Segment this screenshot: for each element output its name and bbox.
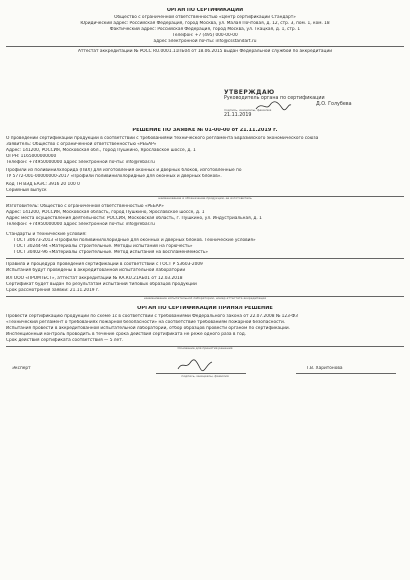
legal-address: Юридический адрес: Российская Федерация, город Москва, ул. Малая Почтовая, д. 12, стр. 3, пом. 1, ком. 18: [80, 21, 330, 26]
standard-item-3: ГОСТ 30402-96 «Материалы строительные. Метод испытания на воспламеняемость»: [14, 250, 209, 255]
decision2-p5: Срок действия сертификата соответствия — 5 лет.: [6, 338, 124, 343]
manufacturer-label: Изготовитель: Общество с ограниченной ответственностью «РЕБАР»: [6, 204, 164, 209]
cert-body-title: ОРГАН ПО СЕРТИФИКАЦИИ: [166, 8, 244, 13]
decision2-p2: «Технический регламент о требованиях пожарной безопасности» на соответствие требованиям пожарной безопасности.: [6, 320, 286, 325]
product-line-2: ТУ 5772-001-00000000-2017 «Профили поливинилхлоридные для оконных и дверных блоков».: [6, 174, 222, 179]
actual-address: Фактический адрес: Российская Федерация, город Москва, ул. Ткацкая, д. 1, стр. 1: [109, 27, 301, 32]
decision2-title: ОРГАН ПО СЕРТИФИКАЦИИ ПРИНЯЛ РЕШЕНИЕ: [137, 306, 273, 311]
approval-block: [224, 90, 374, 119]
decision2-p1: Провести сертификацию продукции по схеме 1с в соответствии с требованиями Федерального закона от 22.07.2008 № 123-ФЗ: [6, 314, 298, 319]
lab-line-2: Сертификат будет выдан по результатам испытаний типовых образцов продукции: [6, 282, 197, 287]
approval-role: Руководитель органа по сертификации: [224, 96, 325, 101]
expert-signature-icon: [176, 358, 214, 372]
org-name: Общество с ограниченной ответственностью «Центр сертификации Стандарт»: [114, 15, 296, 20]
org-phone: Телефон: +7 (495) 000-00-00: [172, 33, 238, 38]
product-line-1: Профили из поливинилхлорида (ПВХ) для изготовления оконных и дверных блоков, изготовленные по: [6, 168, 242, 173]
certification-rules: Правила и процедура проведения сертификации в соответствии с ГОСТ Р 53603-2009: [6, 262, 203, 267]
manufacturer-site-address: Адрес места осуществления деятельности: РОССИЯ, Московская область, г. Пушкино, ул. Индустриальная, д. 1: [6, 216, 262, 221]
standard-item-1: ГОСТ 30673-2013 «Профили поливинилхлоридные для оконных и дверных блоков. Технические условия»: [14, 238, 256, 243]
org-email: адрес электронной почты: info@csstandart.ru: [153, 39, 257, 44]
standard-item-2: ГОСТ 30244-94 «Материалы строительные. Методы испытаний на горючесть»: [14, 244, 193, 249]
approval-sig-caption: подпись, инициалы, фамилия: [224, 108, 272, 112]
applicant-address: Адрес: 141200, РОССИЯ, Московская обл., город Пушкино, Ярославское шоссе, д. 1: [6, 148, 196, 153]
applicant-ogrn: ОГРН: 1165000000000: [6, 154, 57, 159]
approval-word: УТВЕРЖДАЮ: [224, 89, 275, 96]
lab-line-1: ИЛ ООО «ПРОМТЕСТ», аттестат аккредитации № RA.RU.21АБ01 от 12.03.2018: [6, 276, 183, 281]
decision-title: РЕШЕНИЕ ПО ЗАЯВКЕ № 01-00-00 от 21.11.2019 г.: [132, 128, 278, 133]
expert-caption: подпись, инициалы, фамилия: [181, 374, 229, 378]
approval-date: 21.11.2019: [224, 112, 252, 118]
applicant-phone: Телефон: +74950000000 адрес электронной почты: info@rebar.ru: [6, 160, 155, 165]
tnved-code: Код ТН ВЭД ЕАЭС: 3916 20 100 0: [6, 182, 80, 187]
decision2-p4: Инспекционный контроль проводить в течение срока действия сертификата не реже одного раза в год.: [6, 332, 247, 337]
divider-2: [6, 258, 404, 259]
product-caption: наименование и обозначение продукции, ее изготовитель: [158, 196, 252, 200]
approval-signature-icon: [254, 99, 292, 113]
approval-name: Д.О. Голубева: [316, 102, 352, 107]
production-scheme: Серийный выпуск: [6, 188, 47, 193]
expert-name-line: [296, 373, 396, 374]
decision-intro: О проведении сертификации продукции в соответствии с требованиями технического регламента Евразийского экономического союза: [6, 136, 319, 141]
decision2-p3: Испытания провести в аккредитованной испытательной лаборатории, отбор образцов провести органом по сертификации.: [6, 326, 291, 331]
lab-caption: наименование испытательной лаборатории, номер аттестата аккредитации: [143, 296, 267, 300]
document-body: [6, 6, 404, 572]
applicant-label: Заявитель: Общество с ограниченной ответственностью «РЕБАР»: [6, 142, 157, 147]
manufacturer-address: Адрес: 141200, РОССИЯ, Московская область, город Пушкино, Ярославское шоссе, д. 1: [6, 210, 205, 215]
manufacturer-phone: Телефон: +74950000000 адрес электронной почты: info@rebar.ru: [6, 222, 155, 227]
lab-line-3: Срок рассмотрения заявки: 21.11.2019 г.: [6, 288, 100, 293]
standards-label: Стандарты и технические условия:: [6, 232, 87, 237]
expert-name: Т.В. Харитонова: [306, 366, 343, 371]
expert-role: Эксперт: [12, 366, 31, 371]
header-divider: [6, 46, 404, 47]
accreditation-line: Аттестат аккредитации № РОСС RU.0001.11ПБ04 от 18.06.2015 выдан Федеральной службой по аккредитации: [77, 49, 333, 54]
decision2-caption: Основание для принятия решения: [177, 346, 233, 350]
test-lab-label: Испытания будут проведены в аккредитованной испытательной лаборатории: [6, 268, 186, 273]
